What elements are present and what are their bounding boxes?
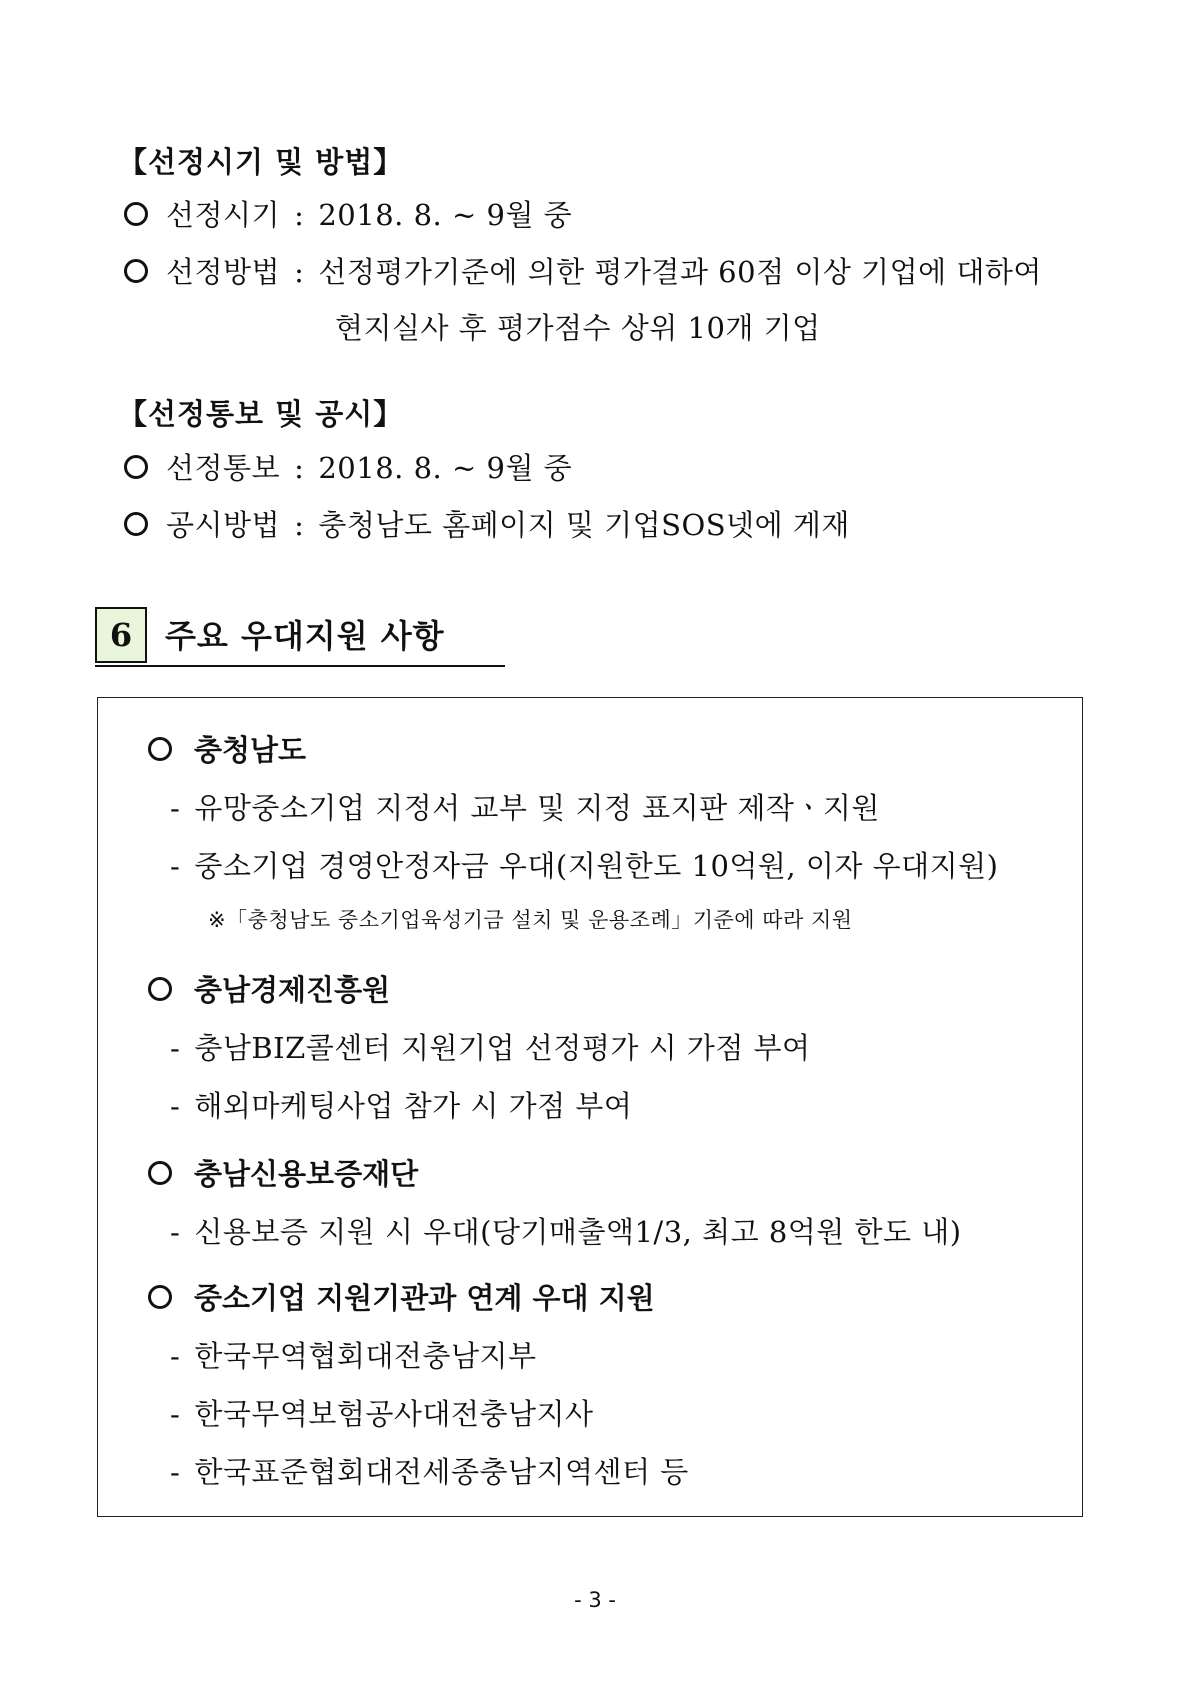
list-item: - 중소기업 경영안정자금 우대(지원한도 10억원, 이자 우대지원): [170, 849, 999, 883]
list-item: - 해외마케팅사업 참가 시 가점 부여: [170, 1089, 633, 1123]
group-heading: 충남신용보증재단: [148, 1154, 418, 1194]
support-box: [97, 697, 1083, 1517]
selection-period-heading: 【선정시기 및 방법】: [118, 145, 404, 179]
group-heading: 충남경제진흥원: [148, 970, 390, 1010]
circle-bullet-icon: [124, 259, 148, 283]
notification-heading: 【선정통보 및 공시】: [118, 397, 404, 431]
item-label: 공시방법: [166, 508, 281, 542]
item-label: 선정방법: [166, 255, 281, 289]
notification-item: 선정통보 : 2018. 8. ~ 9월 중: [124, 448, 1070, 488]
list-item: - 한국무역보험공사대전충남지사: [170, 1397, 594, 1431]
list-item: - 유망중소기업 지정서 교부 및 지정 표지판 제작ㆍ지원: [170, 791, 880, 825]
circle-bullet-icon: [124, 455, 148, 479]
circle-bullet-icon: [124, 512, 148, 536]
circle-bullet-icon: [148, 1285, 172, 1309]
note-text: ※「충청남도 중소기업육성기금 설치 및 운용조례」기준에 따라 지원: [208, 908, 853, 932]
section6-heading: [95, 607, 505, 667]
circle-bullet-icon: [148, 1161, 172, 1185]
list-item: - 신용보증 지원 시 우대(당기매출액1/3, 최고 8억원 한도 내): [170, 1215, 962, 1249]
selection-period-item: 선정시기 : 2018. 8. ~ 9월 중: [124, 195, 1070, 235]
circle-bullet-icon: [124, 202, 148, 226]
item-value: 2018. 8. ~ 9월 중: [318, 451, 573, 485]
item-value: 선정평가기준에 의한 평가결과 60점 이상 기업에 대하여: [318, 255, 1042, 289]
list-item: - 한국표준협회대전세종충남지역센터 등: [170, 1455, 689, 1489]
page-number: - 3 -: [574, 1588, 616, 1612]
list-item: - 한국무역협회대전충남지부: [170, 1339, 537, 1373]
item-value: 2018. 8. ~ 9월 중: [318, 198, 573, 232]
item-label: 선정통보: [166, 451, 281, 485]
selection-method-item: 선정방법 : 선정평가기준에 의한 평가결과 60점 이상 기업에 대하여: [124, 252, 1070, 292]
announcement-item: 공시방법 : 충청남도 홈페이지 및 기업SOS넷에 게재: [124, 505, 1070, 545]
list-item: - 충남BIZ콜센터 지원기업 선정평가 시 가점 부여: [170, 1031, 811, 1065]
item-label: 선정시기: [166, 198, 281, 232]
circle-bullet-icon: [148, 737, 172, 761]
section-title: 주요 우대지원 사항: [165, 617, 445, 655]
item-value: 충청남도 홈페이지 및 기업SOS넷에 게재: [318, 508, 850, 542]
section-number-badge: 6: [95, 607, 147, 663]
group-heading: 충청남도: [148, 730, 306, 770]
section-underline: [95, 665, 505, 667]
group-heading: 중소기업 지원기관과 연계 우대 지원: [148, 1278, 655, 1318]
selection-method-continuation: 현지실사 후 평가점수 상위 10개 기업: [335, 311, 821, 345]
circle-bullet-icon: [148, 977, 172, 1001]
